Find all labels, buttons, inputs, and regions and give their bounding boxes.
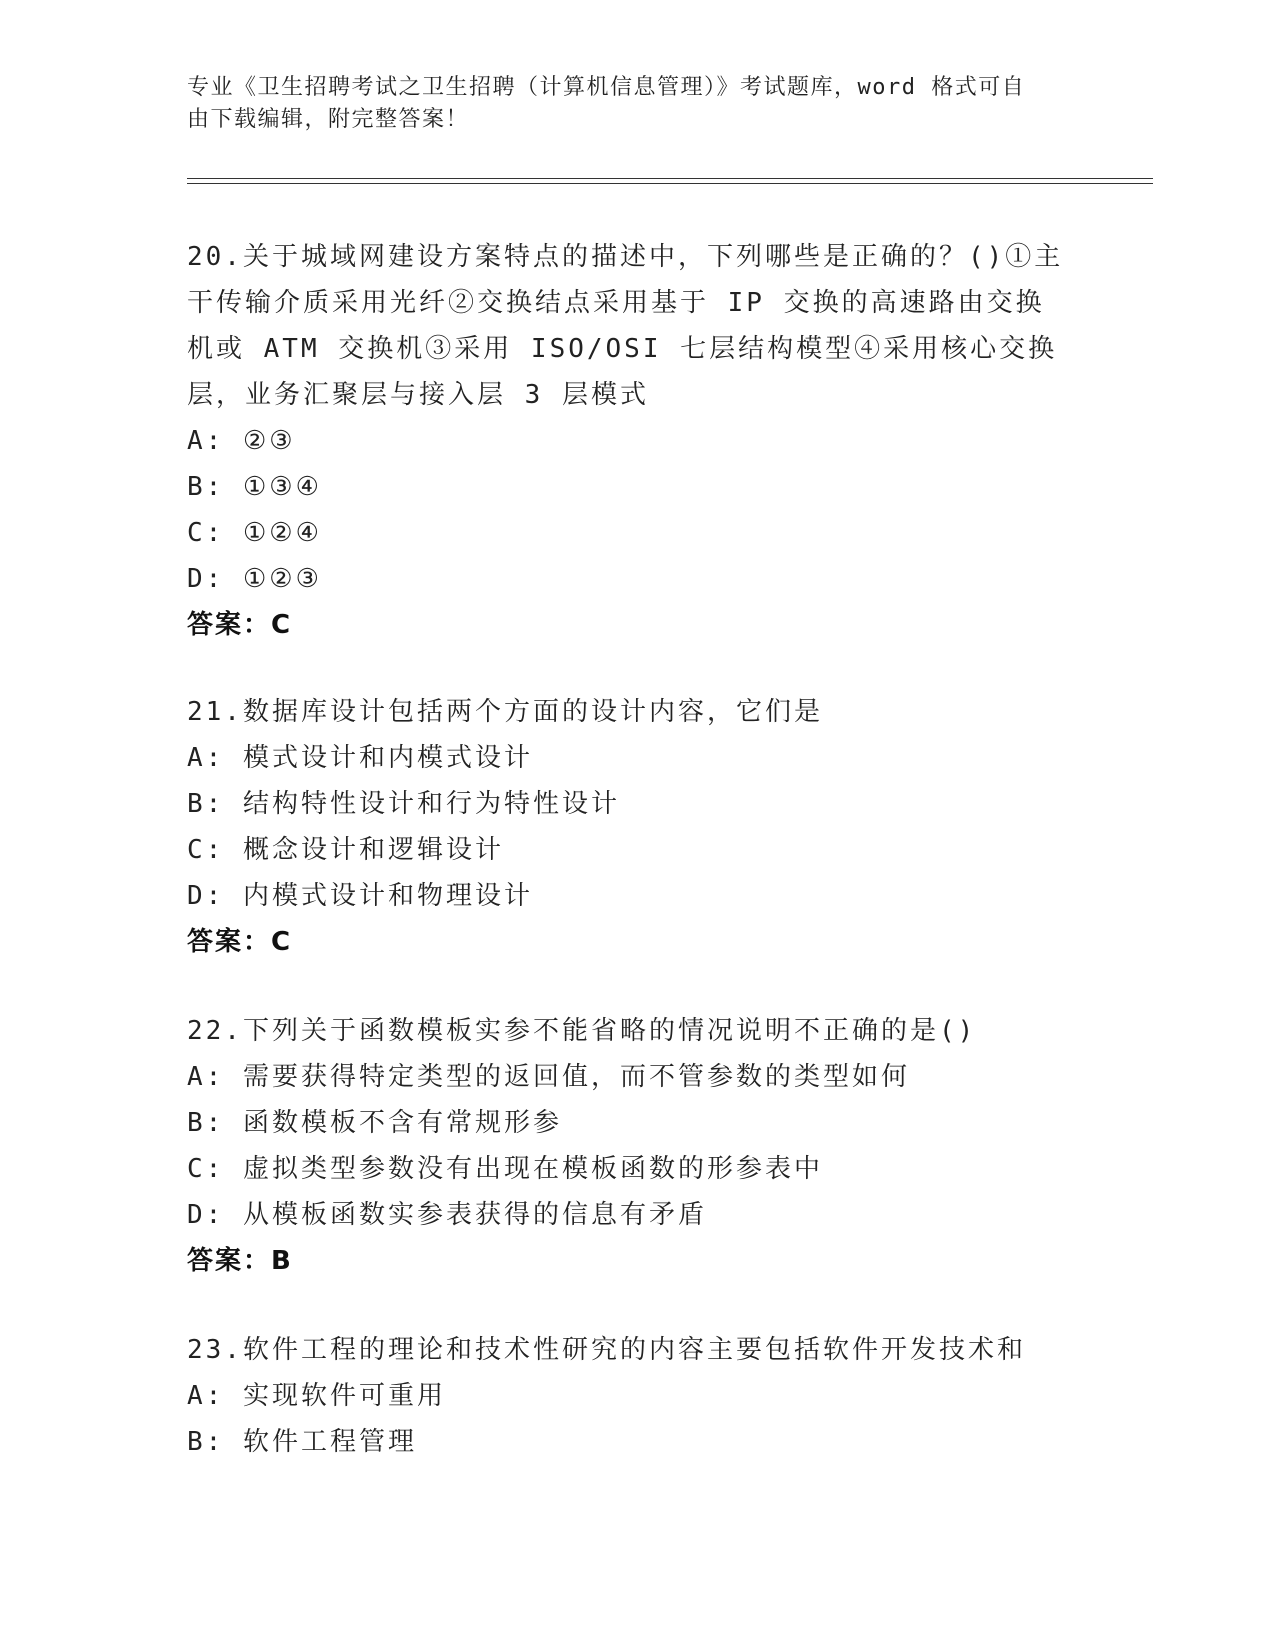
- option-b: B: 函数模板不含有常规形参: [187, 1108, 562, 1138]
- question-stem: 21.数据库设计包括两个方面的设计内容，它们是: [187, 697, 823, 727]
- answer-label: 答案：C: [187, 610, 293, 640]
- option-c: C: 概念设计和逻辑设计: [187, 835, 504, 865]
- option-a: A: 模式设计和内模式设计: [187, 743, 533, 773]
- header-rule-top: [187, 178, 1153, 179]
- question-23: [187, 1327, 1067, 1465]
- question-22: [187, 1008, 1067, 1284]
- option-a: A: 需要获得特定类型的返回值，而不管参数的类型如何: [187, 1062, 910, 1092]
- option-b: B: 软件工程管理: [187, 1427, 417, 1457]
- question-stem: 20.关于城域网建设方案特点的描述中，下列哪些是正确的？()①主干传输介质采用光纤②交换结点采用基于 IP 交换的高速路由交换机或 ATM 交换机③采用 ISO/OSI 七层结构模型④采用核心交换层，业务汇聚层与接入层 3 层模式: [187, 242, 1064, 410]
- question-21: [187, 689, 1067, 965]
- option-a: A: ②③: [187, 426, 296, 456]
- document-header: [187, 72, 1067, 136]
- option-d: D: 从模板函数实参表获得的信息有矛盾: [187, 1200, 707, 1230]
- option-c: C: ①②④: [187, 518, 322, 548]
- header-line-1: 专业《卫生招聘考试之卫生招聘（计算机信息管理）》考试题库，word 格式可自: [187, 75, 1026, 100]
- option-d: D: ①②③: [187, 564, 322, 594]
- answer-label: 答案：B: [187, 1246, 293, 1276]
- question-stem: 22.下列关于函数模板实参不能省略的情况说明不正确的是(): [187, 1016, 977, 1046]
- answer-label: 答案：C: [187, 927, 293, 957]
- question-20: [187, 234, 1067, 648]
- question-stem: 23.软件工程的理论和技术性研究的内容主要包括软件开发技术和: [187, 1335, 1026, 1365]
- option-c: C: 虚拟类型参数没有出现在模板函数的形参表中: [187, 1154, 823, 1184]
- option-b: B: ①③④: [187, 472, 322, 502]
- option-d: D: 内模式设计和物理设计: [187, 881, 533, 911]
- option-a: A: 实现软件可重用: [187, 1381, 446, 1411]
- header-line-2: 由下载编辑，附完整答案！: [187, 107, 470, 132]
- header-rule-bottom: [187, 183, 1153, 184]
- option-b: B: 结构特性设计和行为特性设计: [187, 789, 620, 819]
